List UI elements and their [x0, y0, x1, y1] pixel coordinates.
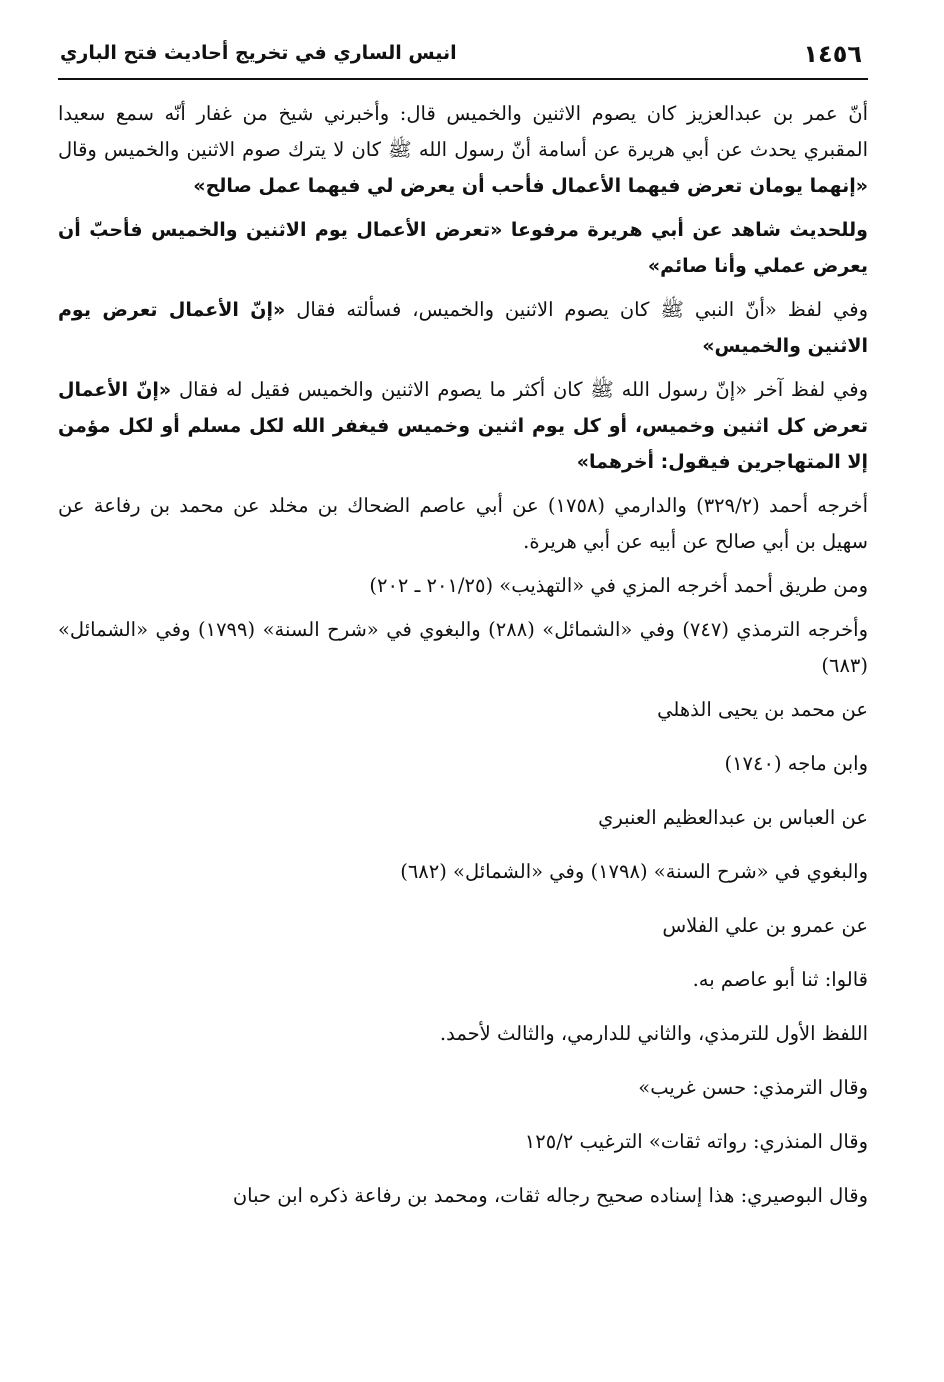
paragraph	[58, 372, 868, 480]
paragraph-text: أنّ عمر بن عبدالعزيز كان يصوم الاثنين والخميس قال: وأخبرني شيخ من غفار أنّه سمع سعيدا المقبري يحدث عن أبي هريرة عن أسامة أنّ رسول الله ﷺ كان لا يترك صوم الاثنين والخميس وقال	[58, 102, 868, 161]
source-line: والبغوي في «شرح السنة» (١٧٩٨) وفي «الشمائل» (٦٨٢)	[400, 860, 868, 883]
source-line: عن محمد بن يحيى الذهلي	[657, 698, 868, 721]
paragraph	[58, 96, 868, 204]
source-line: وقال المنذري: رواته ثقات» الترغيب ١٢٥/٢	[524, 1130, 868, 1153]
hadith-quote-text: «إنّ الأعمال تعرض يوم الاثنين والخميس»	[58, 299, 868, 357]
running-title: انيس الساري في تخريج أحاديث فتح الباري	[60, 42, 457, 64]
paragraph-text: وأخرجه الترمذي (٧٤٧) وفي «الشمائل» (٢٨٨) والبغوي في «شرح السنة» (١٧٩٩) وفي «الشمائل» (٦٨٣)	[58, 618, 869, 677]
page-header	[58, 38, 868, 80]
paragraph	[58, 292, 868, 364]
source-line: وقال الترمذي: حسن غريب»	[638, 1076, 868, 1099]
source-line: وابن ماجه (١٧٤٠)	[724, 752, 868, 775]
source-line: اللفظ الأول للترمذي، والثاني للدارمي، والثالث لأحمد.	[439, 1022, 868, 1045]
paragraph-text: أخرجه أحمد (٣٢٩/٢) والدارمي (١٧٥٨) عن أبي عاصم الضحاك بن مخلد عن محمد بن رفاعة عن سهيل بن أبي صالح عن أبيه عن أبي هريرة.	[58, 494, 868, 553]
hadith-quote-text: «إنهما يومان تعرض فيهما الأعمال فأحب أن يعرض لي فيهما عمل صالح»	[193, 175, 868, 197]
paragraph	[58, 568, 868, 604]
paragraph-text: وفي لفظ «أنّ النبي ﷺ كان يصوم الاثنين والخميس، فسألته فقال	[285, 298, 868, 321]
source-line: عن عمرو بن علي الفلاس	[662, 914, 868, 937]
source-list	[58, 692, 868, 1214]
hadith-quote-text: «إنّ الأعمال تعرض كل اثنين وخميس، أو كل يوم اثنين وخميس فيغفر الله لكل مسلم أو لكل مؤمن إلا المتهاجرين فيقول: أخرهما»	[58, 379, 868, 473]
page-number: ١٤٥٦	[803, 40, 862, 68]
source-line: وقال البوصيري: هذا إسناده صحيح رجاله ثقات، ومحمد بن رفاعة ذكره ابن حبان	[232, 1184, 868, 1207]
paragraph-group	[58, 96, 868, 684]
paragraph	[58, 612, 868, 684]
page-body	[58, 96, 868, 1232]
paragraph	[58, 488, 868, 560]
hadith-quote-text: وللحديث شاهد عن أبي هريرة مرفوعا «تعرض الأعمال يوم الاثنين والخميس فأحبّ أن يعرض عملي وأنا صائم»	[58, 219, 868, 277]
paragraph	[58, 212, 868, 284]
source-line: قالوا: ثنا أبو عاصم به.	[692, 968, 868, 991]
paragraph-text: ومن طريق أحمد أخرجه المزي في «التهذيب» (٢٠١/٢٥ ـ ٢٠٢)	[369, 574, 868, 597]
paragraph-text: وفي لفظ آخر «إنّ رسول الله ﷺ كان أكثر ما يصوم الاثنين والخميس فقيل له فقال	[171, 378, 868, 401]
source-line: عن العباس بن عبدالعظيم العنبري	[598, 806, 868, 829]
